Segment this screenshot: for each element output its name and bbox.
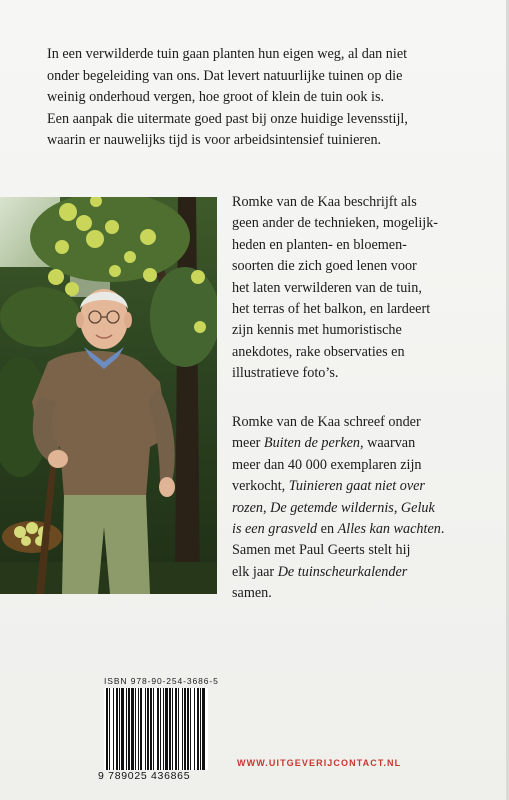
bib-line bbox=[232, 498, 500, 519]
bio-line: zijn kennis met humoristische bbox=[232, 322, 402, 339]
bib-line bbox=[232, 562, 500, 583]
book-title: Alles kan wachten bbox=[337, 521, 441, 538]
bib-line bbox=[232, 540, 500, 561]
barcode-bar bbox=[187, 688, 189, 770]
bib-text: elk jaar bbox=[232, 563, 278, 580]
barcode-bar bbox=[106, 688, 108, 770]
barcode-bar bbox=[147, 688, 149, 770]
barcode-bar bbox=[190, 688, 191, 770]
book-title: Tuinieren gaat niet over bbox=[288, 478, 425, 495]
barcode-bar bbox=[163, 688, 164, 770]
barcode-bar bbox=[165, 688, 168, 770]
barcode-bar bbox=[157, 688, 159, 770]
barcode-bar bbox=[109, 688, 110, 770]
bib-text: . bbox=[440, 521, 445, 538]
barcode-bar bbox=[121, 688, 124, 770]
bib-text: Samen met Paul Geerts stelt hij bbox=[232, 542, 411, 559]
author-photo bbox=[0, 197, 217, 594]
bio-line: soorten die zich goed lenen voor bbox=[232, 258, 417, 275]
bib-line bbox=[232, 583, 500, 604]
barcode-digits: 9 789025 436865 bbox=[98, 770, 191, 782]
bib-text: , bbox=[393, 499, 401, 516]
bio-line: anekdotes, rake observaties en bbox=[232, 343, 405, 360]
barcode-bar bbox=[172, 688, 173, 770]
bib-line bbox=[232, 412, 500, 433]
bib-line bbox=[232, 455, 500, 476]
bib-text: Romke van de Kaa schreef onder bbox=[232, 414, 421, 430]
book-title: is een grasveld bbox=[232, 521, 318, 538]
barcode-bar bbox=[131, 688, 134, 770]
book-title: De getemde wildernis bbox=[270, 499, 394, 516]
isbn-label: ISBN 978-90-254-3686-5 bbox=[104, 676, 219, 686]
bib-text: samen. bbox=[232, 585, 272, 602]
barcode-bar bbox=[175, 688, 177, 770]
bib-text: meer bbox=[232, 435, 264, 452]
bib-text: , bbox=[263, 499, 271, 516]
barcode-bar bbox=[169, 688, 171, 770]
author-description bbox=[232, 192, 500, 385]
bio-line: heden en planten- en bloemen- bbox=[232, 236, 407, 253]
bio-line: illustratieve foto’s. bbox=[232, 365, 339, 382]
bib-line bbox=[232, 433, 500, 454]
barcode-bar bbox=[194, 688, 195, 770]
barcode-bar bbox=[138, 688, 139, 770]
barcode bbox=[104, 688, 208, 770]
barcode-bar bbox=[184, 688, 186, 770]
book-title: De tuinscheurkalender bbox=[277, 563, 408, 580]
barcode-bar bbox=[128, 688, 130, 770]
author-bibliography bbox=[232, 412, 500, 605]
barcode-bar bbox=[150, 688, 152, 770]
intro-line: onder begeleiding van ons. Dat levert natuurlijke tuinen op die bbox=[47, 67, 403, 84]
barcode-bar bbox=[200, 688, 201, 770]
intro-line: Een aanpak die uitermate goed past bij onze huidige levensstijl, bbox=[47, 110, 408, 127]
intro-line: In een verwilderde tuin gaan planten hun eigen weg, al dan niet bbox=[47, 46, 408, 62]
barcode-bar bbox=[145, 688, 146, 770]
bio-line: geen ander de technieken, mogelijk- bbox=[232, 215, 439, 232]
book-title: Geluk bbox=[400, 499, 435, 516]
barcode-bar bbox=[140, 688, 142, 770]
bib-text: meer dan 40 000 exemplaren zijn bbox=[232, 456, 422, 473]
barcode-bar bbox=[178, 688, 179, 770]
barcode-bar bbox=[197, 688, 199, 770]
barcode-bar bbox=[119, 688, 120, 770]
bib-text: , waarvan bbox=[360, 435, 416, 452]
publisher-url: WWW.UITGEVERIJCONTACT.NL bbox=[237, 758, 402, 768]
barcode-bar bbox=[113, 688, 114, 770]
bio-line: het terras of het balkon, en lardeert bbox=[232, 301, 431, 318]
bib-line bbox=[232, 476, 500, 497]
barcode-bar bbox=[135, 688, 136, 770]
intro-line: waarin er nauwelijks tijd is voor arbeidsintensief tuinieren. bbox=[47, 132, 382, 149]
bib-text: verkocht, bbox=[232, 478, 289, 495]
barcode-bar bbox=[116, 688, 118, 770]
book-title: Buiten de perken bbox=[263, 435, 361, 452]
bio-line: het laten verwilderen van de tuin, bbox=[232, 279, 422, 296]
bib-line bbox=[232, 519, 500, 540]
bio-line: Romke van de Kaa beschrijft als bbox=[232, 194, 417, 210]
barcode-bar bbox=[153, 688, 154, 770]
book-title: rozen bbox=[232, 499, 264, 516]
barcode-bar bbox=[160, 688, 161, 770]
barcode-bar bbox=[182, 688, 183, 770]
intro-line: weinig onderhoud vergen, hoe groot of klein de tuin ook is. bbox=[47, 89, 385, 106]
barcode-bar bbox=[126, 688, 127, 770]
bib-text: en bbox=[317, 521, 338, 538]
barcode-bar bbox=[202, 688, 205, 770]
intro-paragraph bbox=[47, 44, 487, 152]
